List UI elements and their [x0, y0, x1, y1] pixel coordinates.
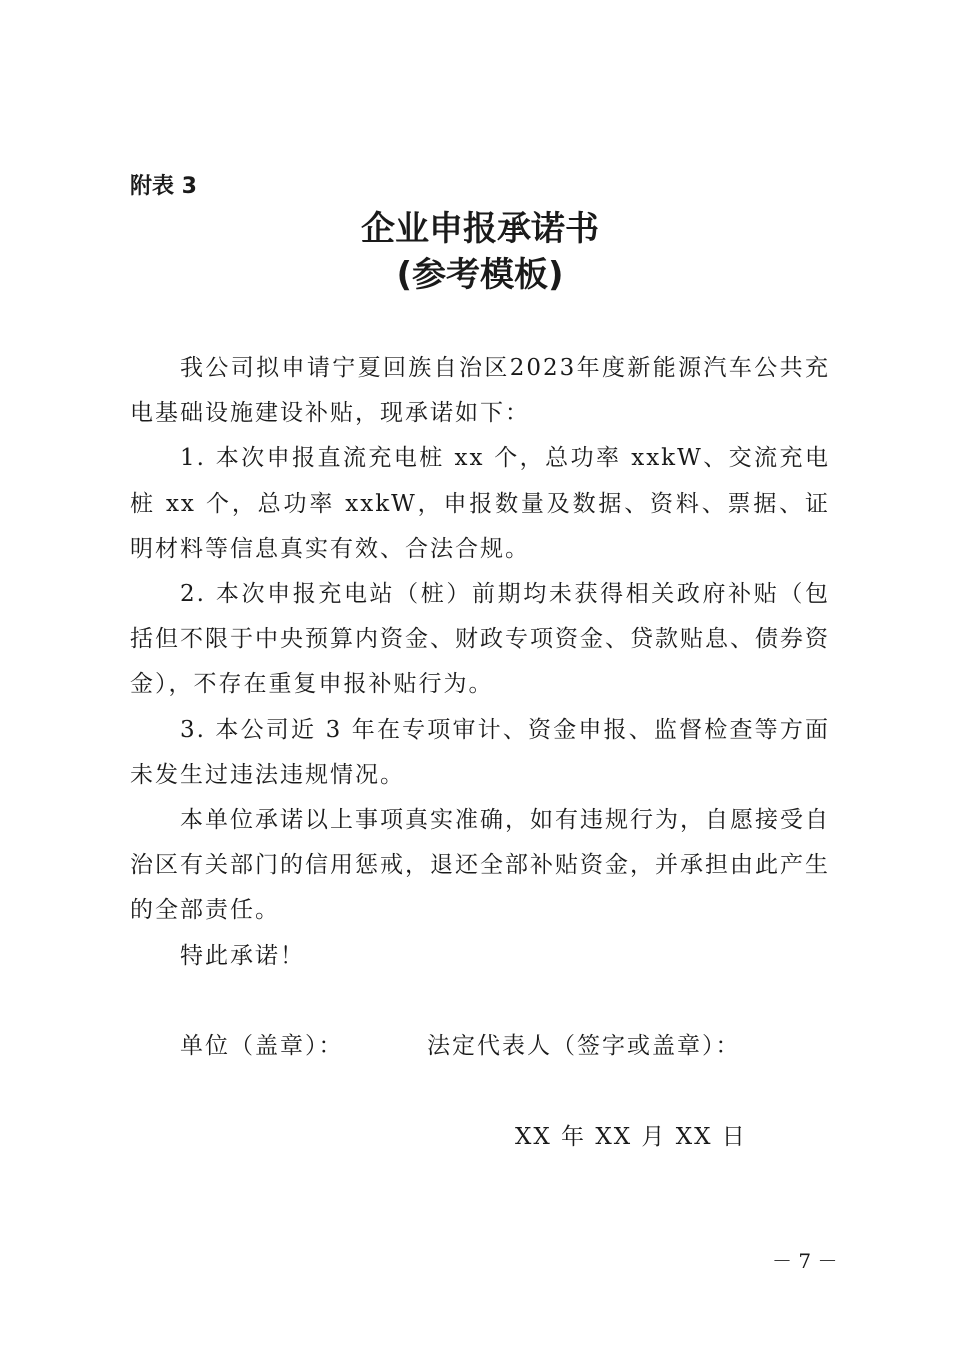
date-line: XX 年 XX 月 XX 日: [515, 1124, 747, 1150]
commitment-item-2: 2. 本次申报充电站（桩）前期均未获得相关政府补贴（包括但不限于中央预算内资金、财政专项资金、贷款贴息、债券资金），不存在重复申报补贴行为。: [130, 581, 830, 698]
commitment-item-1: 1. 本次申报直流充电桩 xx 个，总功率 xxkW、交流充电桩 xx 个，总功率 xxkW，申报数量及数据、资料、票据、证明材料等信息真实有效、合法合规。: [130, 445, 830, 562]
intro-paragraph: 我公司拟申请宁夏回族自治区2023年度新能源汽车公共充电基础设施建设补贴，现承诺如下：: [130, 355, 830, 427]
commitment-body: [130, 346, 830, 979]
attachment-label: 附表 3: [130, 174, 197, 199]
page-number: － 7 －: [772, 1249, 838, 1273]
legal-representative-label: 法定代表人（签字或盖章）：: [427, 1033, 741, 1059]
unit-seal-label: 单位（盖章）：: [180, 1033, 344, 1059]
commitment-item-3: 3. 本公司近 3 年在专项审计、资金申报、监督检查等方面未发生过违法违规情况。: [130, 716, 830, 788]
closing-phrase: 特此承诺！: [180, 942, 305, 969]
document-title: 企业申报承诺书: [361, 209, 599, 249]
liability-paragraph: 本单位承诺以上事项真实准确，如有违规行为，自愿接受自治区有关部门的信用惩戒，退还全部补贴资金，并承担由此产生的全部责任。: [130, 807, 830, 924]
document-subtitle: (参考模板): [396, 255, 564, 295]
